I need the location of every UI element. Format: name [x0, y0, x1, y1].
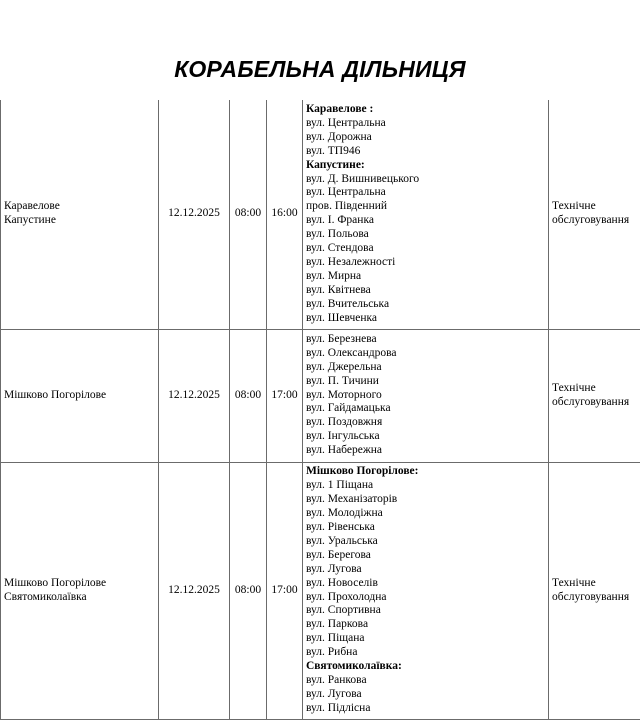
street-group-heading: Капустине:	[306, 159, 545, 173]
time-from: 08:00	[230, 462, 267, 719]
street-name: вул. Лугова	[306, 563, 545, 577]
locality-cell	[1, 329, 159, 462]
locality-name: Каравелове	[4, 200, 155, 214]
street-name: вул. Центральна	[306, 117, 545, 131]
street-name: вул. Рибна	[306, 646, 545, 660]
street-name: вул. Гайдамацька	[306, 402, 545, 416]
street-name: вул. Моторного	[306, 389, 545, 403]
street-name: пров. Південний	[306, 200, 545, 214]
street-group-heading: Каравелове :	[306, 103, 545, 117]
time-from: 08:00	[230, 329, 267, 462]
street-name: вул. І. Франка	[306, 214, 545, 228]
street-name: вул. Спортивна	[306, 604, 545, 618]
time-to: 17:00	[267, 329, 303, 462]
time-from: 08:00	[230, 100, 267, 329]
street-name: вул. Новоселів	[306, 577, 545, 591]
streets-cell	[303, 462, 549, 719]
street-name: вул. Прохолодна	[306, 591, 545, 605]
street-name: вул. Піщана	[306, 632, 545, 646]
street-name: вул. Рівенська	[306, 521, 545, 535]
outage-schedule-table	[0, 100, 640, 720]
locality-cell	[1, 100, 159, 329]
street-name: вул. Вчительська	[306, 298, 545, 312]
time-to: 16:00	[267, 100, 303, 329]
street-name: вул. Лугова	[306, 688, 545, 702]
locality-name: Капустине	[4, 214, 155, 228]
time-to: 17:00	[267, 462, 303, 719]
outage-date: 12.12.2025	[159, 100, 230, 329]
street-name: вул. Інгульська	[306, 430, 545, 444]
street-name: вул. Д. Вишнивецького	[306, 173, 545, 187]
street-name: вул. П. Тичини	[306, 375, 545, 389]
streets-cell	[303, 329, 549, 462]
table-row	[1, 100, 640, 329]
street-name: вул. Молодіжна	[306, 507, 545, 521]
street-name: вул. Незалежності	[306, 256, 545, 270]
locality-name: Святомиколаївка	[4, 591, 155, 605]
street-name: вул. Центральна	[306, 186, 545, 200]
street-name: вул. Березнева	[306, 333, 545, 347]
street-name: вул. Мирна	[306, 270, 545, 284]
locality-name: Мішково Погорілове	[4, 389, 155, 403]
street-name: вул. Паркова	[306, 618, 545, 632]
street-name: вул. Квітнева	[306, 284, 545, 298]
streets-cell	[303, 100, 549, 329]
street-name: вул. Джерельна	[306, 361, 545, 375]
outage-reason: Технічне обслуговування	[549, 462, 640, 719]
outage-reason: Технічне обслуговування	[549, 329, 640, 462]
street-name: вул. Стендова	[306, 242, 545, 256]
street-name: вул. Берегова	[306, 549, 545, 563]
street-group-heading: Святомиколаївка:	[306, 660, 545, 674]
locality-cell	[1, 462, 159, 719]
street-group-heading: Мішково Погорілове:	[306, 465, 545, 479]
street-name: вул. Поздовжня	[306, 416, 545, 430]
street-name: вул. 1 Піщана	[306, 479, 545, 493]
outage-date: 12.12.2025	[159, 329, 230, 462]
street-name: вул. Уральська	[306, 535, 545, 549]
street-name: вул. ТП946	[306, 145, 545, 159]
outage-reason: Технічне обслуговування	[549, 100, 640, 329]
street-name: вул. Дорожна	[306, 131, 545, 145]
street-name: вул. Підлісна	[306, 702, 545, 716]
table-row	[1, 462, 640, 719]
street-name: вул. Ранкова	[306, 674, 545, 688]
street-name: вул. Набережна	[306, 444, 545, 458]
street-name: вул. Механізаторів	[306, 493, 545, 507]
table-row	[1, 329, 640, 462]
outage-date: 12.12.2025	[159, 462, 230, 719]
street-name: вул. Олександрова	[306, 347, 545, 361]
street-name: вул. Шевченка	[306, 312, 545, 326]
street-name: вул. Польова	[306, 228, 545, 242]
locality-name: Мішково Погорілове	[4, 577, 155, 591]
page-title: КОРАБЕЛЬНА ДІЛЬНИЦЯ	[0, 56, 640, 83]
